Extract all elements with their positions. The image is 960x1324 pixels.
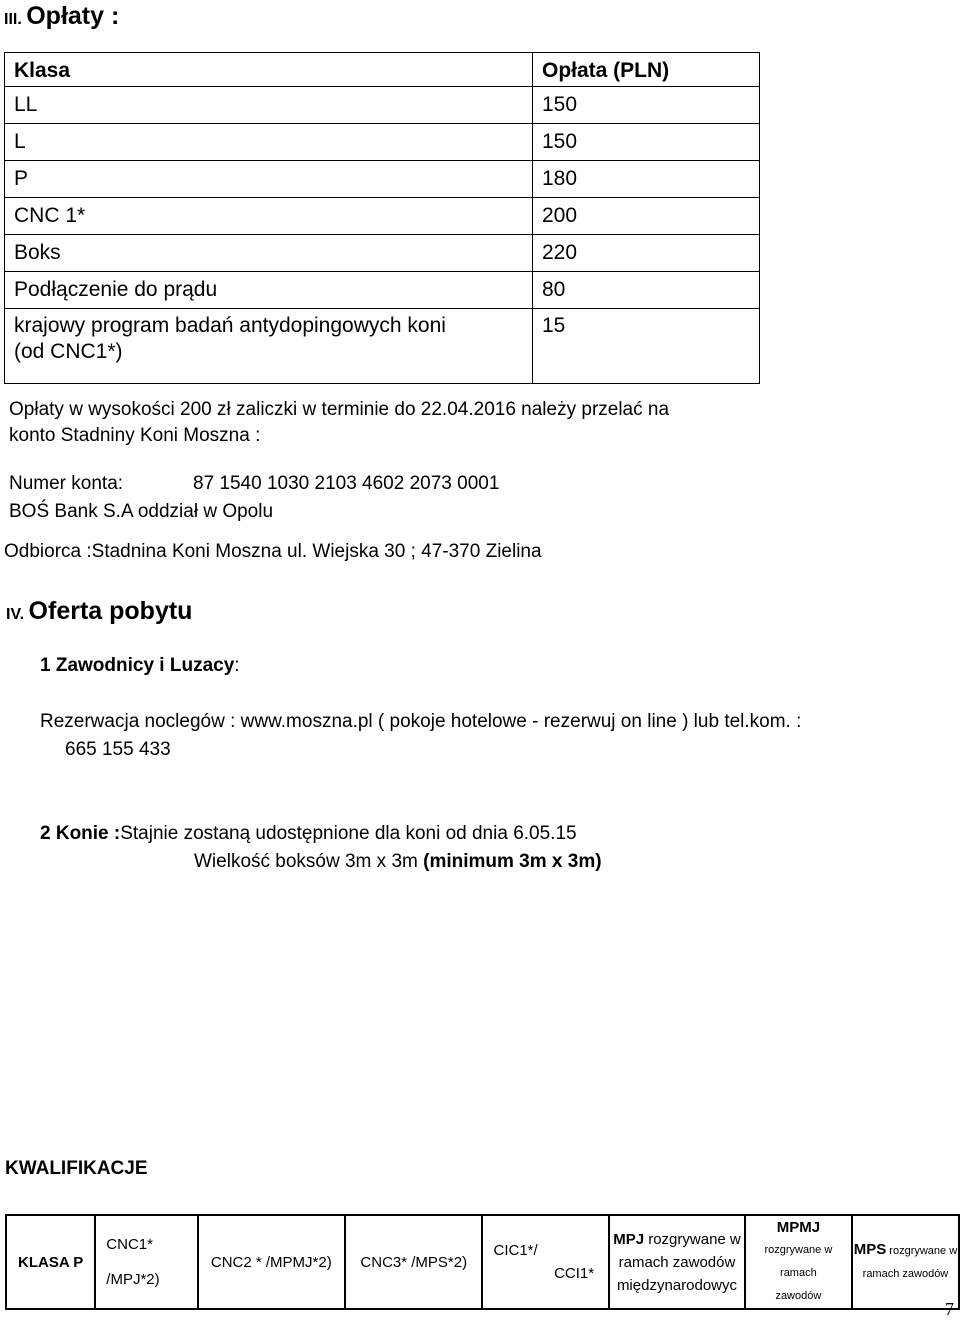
qual-cell-rest: rozgrywane w [644, 1230, 741, 1248]
item-2-line [40, 821, 577, 847]
section-4-heading [6, 597, 192, 626]
recipient: Odbiorca :Stadnina Koni Moszna ul. Wiejska 30 ; 47-370 Zielina [4, 541, 542, 562]
qual-cell-cnc2 [198, 1215, 345, 1309]
qual-cell-bold: MPMJ [776, 1219, 821, 1236]
qual-cell-text: CNC3* /MPS*2) [360, 1253, 468, 1271]
section-3-title: Opłaty : [26, 2, 120, 30]
reservation-line-1: Rezerwacja noclegów : www.moszna.pl ( pokoje hotelowe - rezerwuj on line ) lub tel.kom. : [40, 711, 802, 732]
qual-cell-line [746, 1216, 851, 1239]
fees-header-oplata: Opłata (PLN) [533, 53, 760, 87]
table-row [5, 272, 760, 309]
qual-cell-line: CCI1* [554, 1265, 595, 1282]
box-size-bold: (minimum 3m x 3m) [423, 851, 602, 872]
qual-cell-bold: MPJ [613, 1230, 645, 1248]
table-row [6, 1215, 959, 1309]
qual-cell-cnc3 [345, 1215, 482, 1309]
qual-cell-klasa-p [6, 1215, 95, 1309]
qual-cell-mps [852, 1215, 959, 1309]
fee-class: Boks [5, 235, 533, 272]
qual-cell-line: rozgrywane w ramach [764, 1244, 833, 1279]
qual-cell-line: CNC1* [106, 1236, 153, 1253]
fee-class-line2: (od CNC1*) [14, 340, 123, 363]
fee-amount: 200 [533, 198, 760, 235]
qual-cell-line: zawodów [775, 1290, 822, 1302]
item-2-text: Stajnie zostaną udostępnione dla koni od dnia 6.05.15 [120, 823, 577, 844]
fee-amount: 150 [533, 87, 760, 124]
item-1-title: 1 Zawodnicy i Luzacy [40, 655, 235, 676]
table-row [5, 124, 760, 161]
bank-name: BOŚ Bank S.A oddział w Opolu [9, 501, 274, 522]
table-row [5, 235, 760, 272]
account-label: Numer konta: [9, 473, 124, 494]
table-row [5, 198, 760, 235]
item-2-title: 2 Konie : [40, 823, 121, 844]
section-3-number: III. [4, 11, 22, 28]
qual-cell-cic1 [482, 1215, 609, 1309]
qual-cell-bold: MPS [853, 1241, 887, 1258]
table-row [5, 309, 760, 384]
page-number: 7 [945, 1299, 954, 1319]
box-size-line [194, 849, 602, 875]
reservation-line-2: 665 155 433 [65, 739, 171, 760]
qual-cell-line: ramach zawodów [618, 1253, 736, 1271]
table-row [5, 161, 760, 198]
qual-cell-text: KLASA P [18, 1253, 84, 1271]
fee-class-line1: krajowy program badań antydopingowych koni [14, 314, 446, 337]
qualifications-title: KWALIFIKACJE [5, 1158, 148, 1179]
fee-amount: 15 [533, 309, 760, 384]
fee-amount: 80 [533, 272, 760, 309]
qual-cell-line: /MPJ*2) [106, 1271, 160, 1288]
section-4-number: IV. [6, 606, 25, 623]
qual-cell-mpj [609, 1215, 745, 1309]
fee-class: Podłączenie do prądu [5, 272, 533, 309]
qual-cell-line [853, 1238, 958, 1263]
qual-cell-line: ramach zawodów [862, 1268, 949, 1280]
qual-cell-mpmj [745, 1215, 852, 1309]
qualifications-table [5, 1214, 960, 1310]
fee-class: LL [5, 87, 533, 124]
fees-table [4, 52, 760, 384]
fee-amount: 180 [533, 161, 760, 198]
qual-cell-line [610, 1228, 744, 1251]
fees-header-klasa: Klasa [5, 53, 533, 87]
qual-cell-line: międzynarodowyc [616, 1276, 737, 1294]
section-3-heading [4, 2, 119, 31]
fee-amount: 150 [533, 124, 760, 161]
item-1-colon: : [234, 655, 240, 676]
box-size-text: Wielkość boksów 3m x 3m [194, 851, 424, 872]
qual-cell-rest: rozgrywane w [886, 1245, 958, 1257]
item-1-heading [40, 653, 240, 679]
fee-class: L [5, 124, 533, 161]
section-4-title: Oferta pobytu [28, 597, 193, 625]
qual-cell-text: CNC2 * /MPMJ*2) [210, 1253, 332, 1271]
account-number: 87 1540 1030 2103 4602 2073 0001 [193, 473, 500, 494]
qual-cell-cnc1 [95, 1215, 197, 1309]
qual-cell-line: CIC1*/ [493, 1242, 538, 1259]
payment-line-1: Opłaty w wysokości 200 zł zaliczki w terminie do 22.04.2016 należy przelać na [9, 399, 670, 420]
fee-amount: 220 [533, 235, 760, 272]
table-row [5, 87, 760, 124]
fees-header-row [5, 53, 760, 87]
fee-class [5, 309, 533, 384]
fee-class: P [5, 161, 533, 198]
payment-line-2: konto Stadniny Koni Moszna : [9, 425, 261, 446]
fee-class: CNC 1* [5, 198, 533, 235]
